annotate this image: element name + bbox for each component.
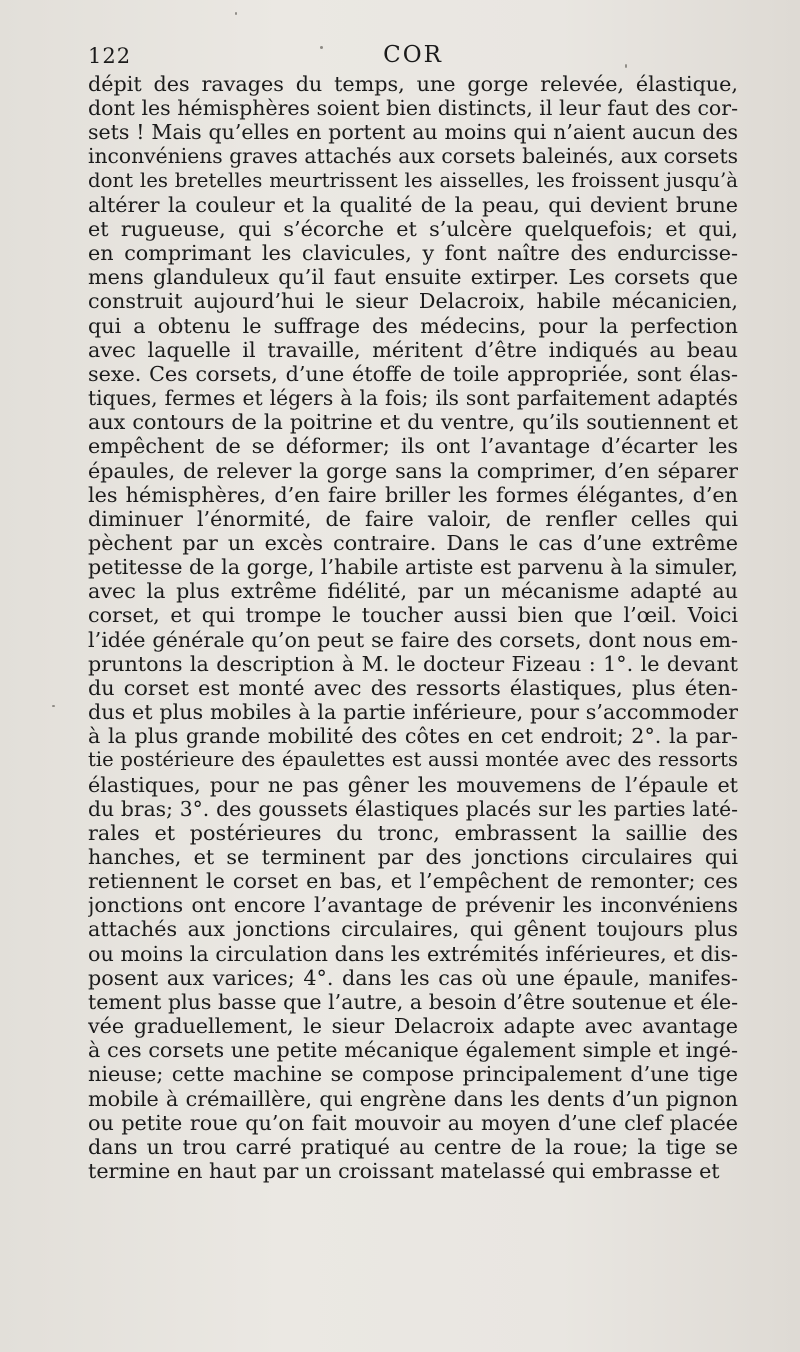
text-line: ou petite roue qu’on fait mouvoir au moyen d’une clef placée — [88, 1110, 738, 1135]
text-line: altérer la couleur et la qualité de la peau, qui devient brune — [88, 192, 738, 217]
text-line: pruntons la description à M. le docteur Fizeau : 1°. le devant — [88, 651, 738, 676]
text-line: vée graduellement, le sieur Delacroix adapte avec avantage — [88, 1014, 738, 1039]
text-line: élastiques, pour ne pas gêner les mouvemens de l’épaule et — [88, 772, 738, 797]
text-line: dépit des ravages du temps, une gorge relevée, élastique, — [88, 72, 738, 96]
page-number: 122 — [88, 44, 132, 68]
text-line: et rugueuse, qui s’écorche et s’ulcère quelquefois; et qui, — [88, 216, 738, 241]
text-line: corset, et qui trompe le toucher aussi bien que l’œil. Voici — [88, 603, 738, 628]
text-line: qui a obtenu le suffrage des médecins, pour la perfection — [88, 313, 738, 338]
paper-speck — [52, 705, 55, 707]
text-line: petitesse de la gorge, l’habile artiste est parvenu à la simuler, — [88, 555, 738, 580]
text-line: dont les hémisphères soient bien distincts, il leur faut des cor- — [88, 96, 738, 121]
text-line: empêchent de se déformer; ils ont l’avantage d’écarter les — [88, 434, 738, 459]
text-line: à ces corsets une petite mécanique également simple et ingé- — [88, 1038, 738, 1063]
text-line: pèchent par un excès contraire. Dans le cas d’une extrême — [88, 530, 738, 555]
page-header — [88, 40, 738, 74]
text-line: jonctions ont encore l’avantage de prévenir les inconvéniens — [88, 893, 738, 918]
text-line: du corset est monté avec des ressorts élastiques, plus éten- — [88, 675, 738, 700]
text-line: aux contours de la poitrine et du ventre, qu’ils soutiennent et — [88, 410, 738, 435]
text-line: en comprimant les clavicules, y font naître des endurcisse- — [88, 241, 738, 266]
paper-speck — [235, 12, 237, 15]
text-line: du bras; 3°. des goussets élastiques placés sur les parties laté- — [88, 796, 738, 821]
text-line: attachés aux jonctions circulaires, qui gênent toujours plus — [88, 917, 738, 942]
text-line: termine en haut par un croissant matelassé qui embrasse et — [88, 1159, 720, 1184]
text-line: à la plus grande mobilité des côtes en cet endroit; 2°. la par- — [88, 724, 738, 749]
text-line: nieuse; cette machine se compose principalement d’une tige — [88, 1062, 738, 1087]
text-line: les hémisphères, d’en faire briller les formes élégantes, d’en — [88, 482, 738, 507]
text-line: tement plus basse que l’autre, a besoin d’être soutenue et éle- — [88, 989, 738, 1014]
text-line: avec la plus extrême fidélité, par un mécanisme adapté au — [88, 579, 738, 604]
text-line: dont les bretelles meurtrissent les aisselles, les froissent jusqu’à — [88, 168, 738, 192]
text-line: rales et postérieures du tronc, embrassent la saillie des — [88, 820, 738, 845]
text-line: mobile à crémaillère, qui engrène dans les dents d’un pignon — [88, 1086, 738, 1111]
text-line: construit aujourd’hui le sieur Delacroix, habile mécanicien, — [88, 289, 738, 314]
text-line: diminuer l’énormité, de faire valoir, de renfler celles qui — [88, 506, 738, 531]
text-line: ou moins la circulation dans les extrémités inférieures, et dis- — [88, 941, 738, 966]
text-line: avec laquelle il travaille, méritent d’être indiqués au beau — [88, 337, 738, 362]
text-line: tie postérieure des épaulettes est aussi montée avec des ressorts — [88, 748, 738, 772]
text-line: hanches, et se terminent par des jonctions circulaires qui — [88, 845, 738, 869]
text-line: tiques, fermes et légers à la fois; ils sont parfaitement adaptés — [88, 386, 738, 411]
text-line: dans un trou carré pratiqué au centre de la roue; la tige se — [88, 1134, 738, 1159]
text-line: sexe. Ces corsets, d’une étoffe de toile appropriée, sont élas- — [88, 361, 738, 386]
text-line: retiennent le corset en bas, et l’empêchent de remonter; ces — [88, 869, 738, 894]
paper-speck — [625, 64, 627, 68]
text-line: dus et plus mobiles à la partie inférieure, pour s’accommoder — [88, 700, 738, 725]
running-head: COR — [383, 42, 443, 68]
text-line: sets ! Mais qu’elles en portent au moins qui n’aient aucun des — [88, 120, 738, 145]
text-line: épaules, de relever la gorge sans la comprimer, d’en séparer — [88, 458, 738, 483]
text-line: inconvéniens graves attachés aux corsets baleinés, aux corsets — [88, 144, 738, 169]
text-line: l’idée générale qu’on peut se faire des corsets, dont nous em- — [88, 627, 738, 652]
paper-speck — [320, 46, 323, 49]
text-line: mens glanduleux qu’il faut ensuite extirper. Les corsets que — [88, 265, 738, 290]
text-line: posent aux varices; 4°. dans les cas où une épaule, manifes- — [88, 965, 738, 990]
body-text — [88, 72, 738, 1183]
